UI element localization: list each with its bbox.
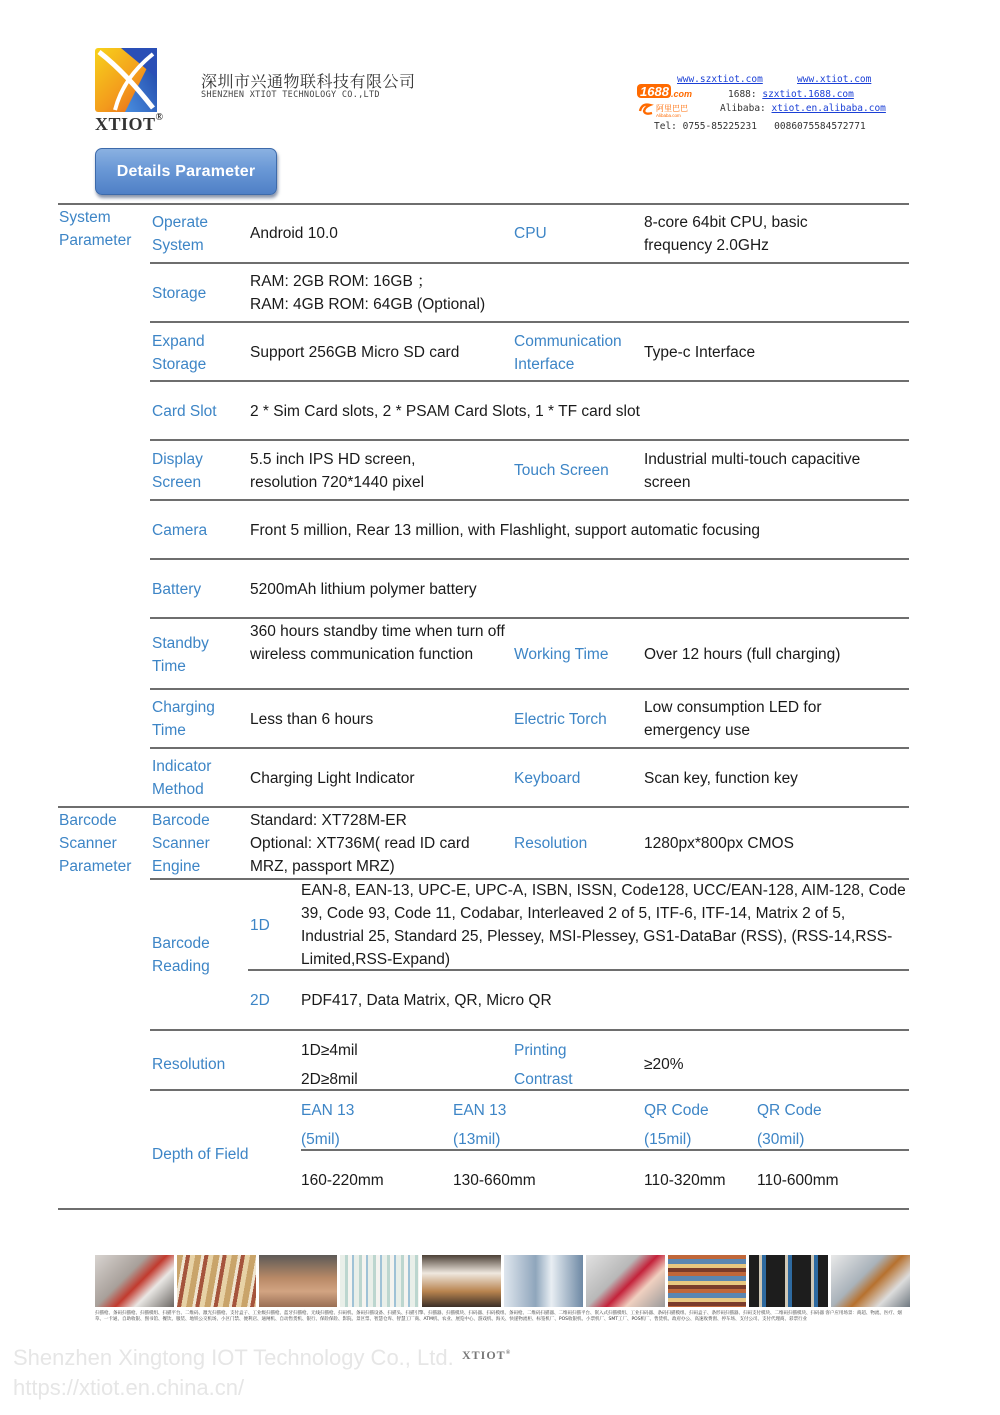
logo-wordmark: [95, 114, 164, 135]
watermark-logo-text: XTIOT: [462, 1348, 506, 1362]
tel-number-1: 0755-85225231: [682, 121, 757, 132]
registered-mark: ®: [155, 112, 164, 123]
label-1d: 1D: [250, 917, 270, 934]
photo-warehouse-boxes: [259, 1255, 338, 1307]
watermark-company: Shenzhen Xingtong IOT Technology Co., Ltd.: [13, 1345, 454, 1370]
label-working-time: Working Time: [514, 646, 609, 663]
label-barcode-reading: Barcode Reading: [152, 935, 210, 975]
divider: [150, 1089, 909, 1091]
label-operate-system: Operate System: [152, 214, 209, 254]
label-communication-interface: Communication Interface: [514, 333, 622, 373]
label-card-slot: Card Slot: [152, 403, 217, 420]
divider: [150, 499, 909, 501]
dof-col-name: EAN 13: [453, 1102, 507, 1119]
divider: [58, 806, 909, 808]
divider: [150, 617, 909, 619]
photo-supermarket-checkout: [95, 1255, 174, 1307]
dof-col-mil: (30mil): [757, 1131, 805, 1148]
company-name-cn: 深圳市兴通物联科技有限公司: [201, 72, 416, 91]
watermark-url: https://xtiot.en.china.cn/: [13, 1375, 245, 1400]
divider: [58, 203, 909, 205]
label-indicator-method: Indicator Method: [152, 758, 212, 798]
details-parameter-button[interactable]: Details Parameter: [95, 148, 277, 195]
label-barcode-scanner-engine: Barcode Scanner Engine: [152, 812, 210, 875]
label-printing-contrast-2: Contrast: [514, 1071, 573, 1088]
value-indicator-method: Charging Light Indicator: [250, 770, 415, 787]
label-charging-time: Charging Time: [152, 699, 215, 739]
watermark-logo: [462, 1348, 511, 1363]
dof-col-name: QR Code: [644, 1102, 709, 1119]
label-camera: Camera: [152, 522, 208, 539]
value-engine-line1: Standard: XT728M-ER: [250, 812, 407, 829]
value-expand-storage: Support 256GB Micro SD card: [250, 344, 460, 361]
value-keyboard: Scan key, function key: [644, 770, 798, 787]
value-card-slot: 2 * Sim Card slots, 2 * PSAM Card Slots, 1 * TF card slot: [250, 403, 640, 420]
label-2d: 2D: [250, 992, 270, 1009]
divider: [150, 262, 909, 264]
divider: [150, 439, 909, 441]
photo-metro-gate: [504, 1255, 583, 1307]
photo-office-service-desk: [831, 1255, 910, 1307]
xtiot-logo-icon: [95, 48, 157, 112]
svg-text:Alibaba.com: Alibaba.com: [656, 113, 681, 118]
tel-number-2: 0086075584572771: [774, 121, 866, 132]
value-battery: 5200mAh lithium polymer battery: [250, 581, 477, 598]
photo-retail-shelves: [668, 1255, 747, 1307]
divider: [58, 1208, 909, 1210]
dof-col-name: EAN 13: [301, 1102, 355, 1119]
value-storage-line2: RAM: 4GB ROM: 64GB (Optional): [250, 296, 486, 313]
label-battery: Battery: [152, 581, 202, 598]
website-link-szxtiot[interactable]: www.szxtiot.com: [677, 74, 763, 85]
value-resolution-1d: 1D≥4mil: [301, 1042, 358, 1059]
value-touch-screen: Industrial multi-touch capacitive screen: [644, 451, 861, 491]
link-1688[interactable]: szxtiot.1688.com: [762, 89, 854, 100]
dof-col-mil: (15mil): [644, 1131, 692, 1148]
value-display-screen: 5.5 inch IPS HD screen, resolution 720*1440 pixel: [250, 451, 425, 491]
value-1d-symbologies: EAN-8, EAN-13, UPC-E, UPC-A, ISBN, ISSN, Code128, UCC/EAN-128, AIM-128, Code 39, Code 93, Code 11, Codabar, Interleaved 2 of 5, ITF-6, ITF-14, Matrix 2 of 5, Industrial 25, Standard 25, Plessey, MSI-Plessey, GS1-DataBar (RSS), (RSS-14,RSS-Limited,RSS-Expand): [301, 882, 906, 968]
label-printing-contrast-1: Printing: [514, 1042, 567, 1059]
value-cpu: 8-core 64bit CPU, basic frequency 2.0GHz: [644, 214, 808, 254]
divider: [150, 321, 909, 323]
dof-col-range: 110-600mm: [757, 1172, 839, 1189]
photo-pharmacy-shelves: [340, 1255, 419, 1307]
value-engine-line2: Optional: XT736M( read ID card: [250, 835, 470, 852]
value-scanner-resolution: 1280px*800px CMOS: [644, 835, 794, 852]
label-storage: Storage: [152, 285, 207, 302]
value-2d-symbologies: PDF417, Data Matrix, QR, Micro QR: [301, 992, 552, 1009]
dof-col-name: QR Code: [757, 1102, 822, 1119]
company-name-en: SHENZHEN XTIOT TECHNOLOGY CO.,LTD: [201, 90, 380, 100]
divider: [150, 1029, 909, 1031]
label-keyboard: Keyboard: [514, 770, 581, 787]
value-camera: Front 5 million, Rear 13 million, with Flashlight, support automatic focusing: [250, 522, 761, 539]
application-photo-strip: [95, 1255, 910, 1307]
website-link-xtiot[interactable]: www.xtiot.com: [797, 74, 872, 85]
value-storage-line1: RAM: 2GB ROM: 16GB ；: [250, 273, 433, 290]
value-engine-line3: MRZ, passport MRZ): [250, 858, 395, 875]
watermark-registered-mark: ®: [505, 1350, 512, 1356]
svg-text:阿里巴巴: 阿里巴巴: [656, 104, 688, 113]
photo-vending-machine: [749, 1255, 828, 1307]
value-charging-time: Less than 6 hours: [250, 711, 374, 728]
tel-label: Tel:: [654, 121, 677, 132]
label-depth-of-field: Depth of Field: [152, 1146, 249, 1163]
dof-col-range: 130-660mm: [453, 1172, 536, 1189]
divider: [248, 969, 909, 971]
label-touch-screen: Touch Screen: [514, 462, 609, 479]
svg-text:1688: 1688: [640, 84, 669, 99]
label-1688: 1688:: [728, 89, 757, 100]
label-cpu: CPU: [514, 225, 547, 242]
divider: [150, 380, 909, 382]
label-standby-time: Standby Time: [152, 635, 209, 675]
svg-text:.com: .com: [671, 89, 693, 99]
label-resolution: Resolution: [152, 1056, 226, 1073]
section-system-parameter: System Parameter: [59, 209, 132, 249]
alibaba-badge-icon: [636, 100, 694, 118]
value-operate-system: Android 10.0: [250, 225, 338, 242]
dof-col-range: 110-320mm: [644, 1172, 726, 1189]
photo-card-turnstile: [586, 1255, 665, 1307]
divider: [301, 1149, 909, 1151]
label-display-screen: Display Screen: [152, 451, 203, 491]
application-scenarios-text: 扫描枪、条码扫描枪、扫描模组、扫描平台、二维码、激光扫描枪、支付盒子、工业级扫描枪、蓝牙扫描枪、无线扫描枪、扫码机、条码扫描设备、扫描头、扫描引擎、扫描器、扫描模块、扫码器、扫码模组、条码枪、二维码扫描器、二维码扫描平台、嵌入式扫描模组、工业扫码器、条码扫描模组、扫码盒子、条形码扫描器、扫码支付模块、二维码扫描模块、扫码器 客户应用场景：商超、物流、医疗、烟草、一卡通、自助收银、图书馆、餐饮、服装、地铁公交机场、小区门禁、便利店、通闸机、自动售货机、银行、保险保险、影院、景区票、智慧仓库、智慧工厂商、ATM机、农业、展览中心、游戏机、海关、快递物流柜、标签机厂、POS收银机、小票机厂、SMT工厂、POS机厂、售货机、政府办公、高速收费窗、停车场、支付公司、支付代理商、彩票行业: [95, 1311, 902, 1322]
dof-col-mil: (13mil): [453, 1131, 501, 1148]
link-alibaba[interactable]: xtiot.en.alibaba.com: [771, 103, 886, 114]
divider: [150, 747, 909, 749]
label-alibaba: Alibaba:: [720, 103, 766, 114]
divider: [150, 688, 909, 690]
label-expand-storage: Expand Storage: [152, 333, 207, 373]
dof-col-mil: (5mil): [301, 1131, 340, 1148]
value-communication-interface: Type-c Interface: [644, 344, 756, 361]
label-scanner-resolution: Resolution: [514, 835, 588, 852]
section-barcode-scanner-parameter: Barcode Scanner Parameter: [59, 812, 132, 875]
divider: [150, 558, 909, 560]
dof-col-range: 160-220mm: [301, 1172, 384, 1189]
value-resolution-2d: 2D≥8mil: [301, 1071, 358, 1088]
value-working-time: Over 12 hours (full charging): [644, 646, 841, 663]
photo-bakery-counter: [422, 1255, 501, 1307]
value-standby-time: 360 hours standby time when turn off wireless communication function: [250, 623, 505, 663]
value-electric-torch: Low consumption LED for emergency use: [644, 699, 822, 739]
label-electric-torch: Electric Torch: [514, 711, 607, 728]
value-printing-contrast: ≥20%: [644, 1056, 684, 1073]
logo-text: XTIOT: [95, 114, 156, 134]
photo-library-books: [177, 1255, 256, 1307]
